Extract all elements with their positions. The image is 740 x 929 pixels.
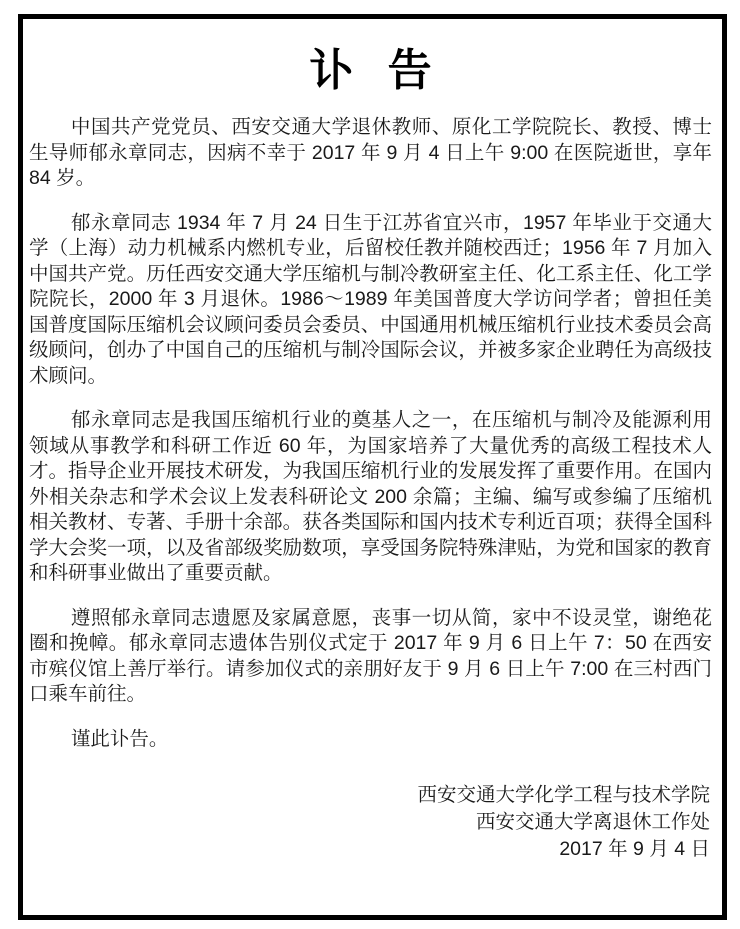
paragraph-achievements: 郁永章同志是我国压缩机行业的奠基人之一，在压缩机与制冷及能源利用领域从事教学和科研工作近 60 年，为国家培养了大量优秀的高级工程技术人才。指导企业开展技术研发，为我国压缩机行业的发展发挥了重要作用。在国内外相关杂志和学术会议上发表科研论文 200 余篇；主编、编写或参编了压缩机相关教材、专著、手册十余部。获各类国际和国内技术专利近百项；获得全国科学大会奖一项，以及省部级奖励数项，享受国务院特殊津贴，为党和国家的教育和科研事业做出了重要贡献。 bbox=[29, 409, 712, 584]
signature-block bbox=[29, 782, 712, 863]
notice-body bbox=[29, 115, 712, 752]
paragraph-death-announcement: 中国共产党党员、西安交通大学退休教师、原化工学院院长、教授、博士生导师郁永章同志，因病不幸于 2017 年 9 月 4 日上午 9:00 在医院逝世，享年 84 岁。 bbox=[29, 116, 712, 189]
paragraph-funeral-arrangements: 遵照郁永章同志遗愿及家属意愿，丧事一切从简，家中不设灵堂，谢绝花圈和挽幛。郁永章同志遗体告别仪式定于 2017 年 9 月 6 日上午 7：50 在西安市殡仪馆上善厅举行。请参加仪式的亲朋好友于 9 月 6 日上午 7:00 在三村西门口乘车前往。 bbox=[29, 606, 712, 705]
notice-border-frame bbox=[18, 14, 727, 920]
signature-line-school: 西安交通大学化学工程与技术学院 bbox=[417, 784, 710, 806]
signature-line-date: 2017 年 9 月 4 日 bbox=[559, 838, 710, 860]
signature-line-retirement-office: 西安交通大学离退休工作处 bbox=[475, 811, 710, 833]
notice-title: 讣 告 bbox=[309, 46, 443, 95]
paragraph-biography: 郁永章同志 1934 年 7 月 24 日生于江苏省宜兴市，1957 年毕业于交通大学（上海）动力机械系内燃机专业，后留校任教并随校西迁；1956 年 7 月加入中国共产党。历任西安交通大学压缩机与制冷教研室主任、化工系主任、化工学院院长，2000 年 3 月退休。1986～1989 年美国普度大学访问学者；曾担任美国普度国际压缩机会议顾问委员会委员、中国通用机械压缩机行业技术委员会高级顾问，创办了中国自己的压缩机与制冷国际会议，并被多家企业聘任为高级技术顾问。 bbox=[29, 211, 712, 387]
paragraph-closing: 谨此讣告。 bbox=[70, 727, 169, 750]
